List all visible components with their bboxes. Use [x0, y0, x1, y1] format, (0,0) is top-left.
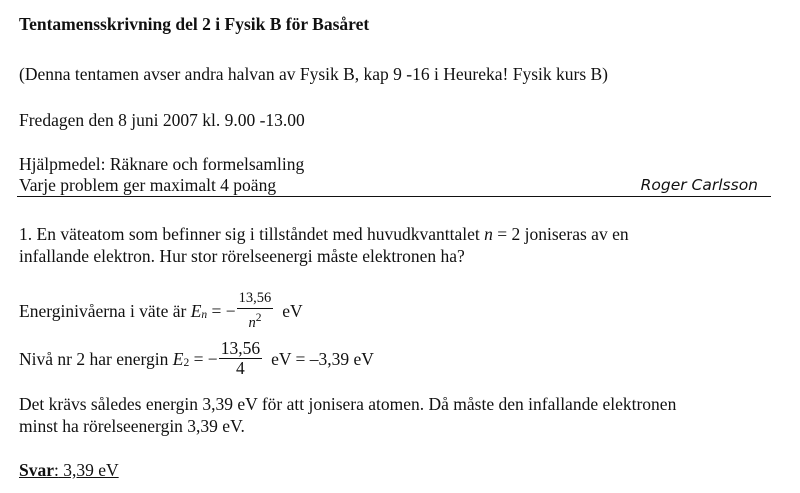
answer-line	[19, 460, 119, 480]
formula1-numerator: 13,56	[237, 290, 274, 309]
formula1-subscript: n	[201, 308, 208, 321]
formula2-prefix: Nivå nr 2 har energin	[19, 348, 173, 369]
answer-value: 3,39 eV	[58, 460, 119, 480]
formula2-subscript: 2	[183, 356, 190, 369]
formula1-denominator: $n^2$	[248, 312, 262, 331]
allowed-aids: Hjälpmedel: Räknare och formelsamling	[19, 154, 305, 174]
formula2-numerator: 13,56	[220, 338, 261, 358]
header-divider	[17, 196, 771, 197]
course-note: (Denna tentamen avser andra halvan av Fysik B, kap 9 -16 i Heureka! Fysik kurs B)	[19, 64, 609, 84]
formula2-energy-symbol: E	[172, 348, 184, 369]
problem-text-line-2: infallande elektron. Hur stor rörelseenergi måste elektronen ha?	[19, 246, 465, 266]
formula1-energy-symbol: E	[190, 300, 202, 321]
formula1-unit: eV	[282, 300, 303, 321]
exam-date: Fredagen den 8 juni 2007 kl. 9.00 -13.00	[19, 110, 305, 130]
quantum-number-symbol: n	[484, 224, 493, 244]
formula2-equals: = −	[189, 348, 218, 369]
energy-level-formula	[19, 290, 303, 332]
points-info: Varje problem ger maximalt 4 poäng	[19, 175, 277, 195]
exam-title: Tentamensskrivning del 2 i Fysik B för Basåret	[19, 14, 370, 34]
formula1-prefix: Energinivåerna i väte är	[19, 300, 191, 321]
formula2-result: eV = –3,39 eV	[271, 348, 374, 369]
formula2-denominator: 4	[236, 358, 245, 378]
level-two-energy-formula	[19, 340, 374, 377]
answer-colon: :	[54, 460, 59, 480]
formula1-fraction	[237, 290, 274, 332]
problem-text-b: = 2 joniseras av en	[492, 224, 629, 244]
problem-number: 1.	[19, 224, 33, 244]
formula1-equals: = −	[207, 300, 236, 321]
answer-label: Svar	[19, 460, 54, 480]
solution-text-line-2: minst ha rörelseenergin 3,39 eV.	[19, 416, 245, 436]
solution-text-line-1: Det krävs således energin 3,39 eV för att jonisera atomen. Då måste den infallande elektronen	[19, 394, 677, 414]
problem-text-a: En väteatom som befinner sig i tillståndet med huvudkvanttalet	[36, 224, 485, 244]
author-name: Roger Carlsson	[640, 176, 758, 194]
formula2-fraction	[219, 340, 262, 377]
problem-text-line-1	[19, 224, 629, 244]
